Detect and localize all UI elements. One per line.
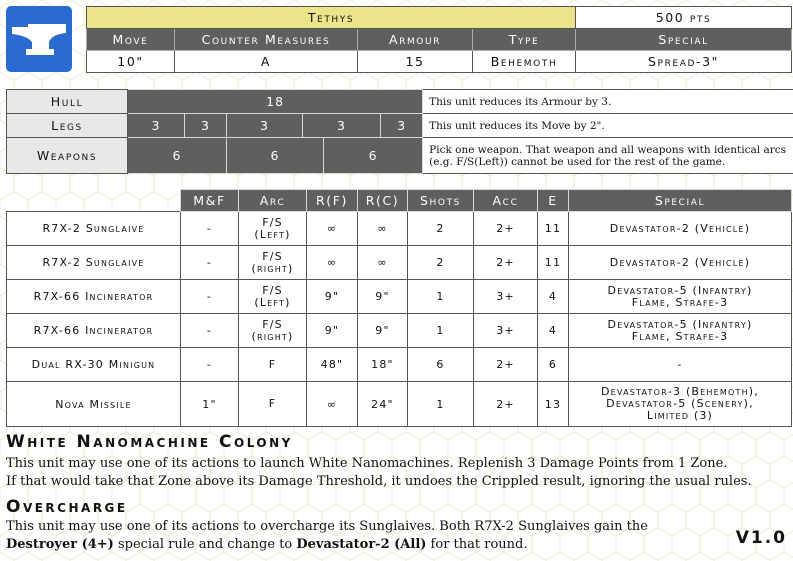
weapon-energy: 6 bbox=[538, 348, 569, 382]
weapon-arc bbox=[239, 280, 307, 314]
weapon-accuracy: 2+ bbox=[474, 348, 538, 382]
weapons-label: Weapons bbox=[7, 138, 128, 174]
column-header: Special bbox=[569, 190, 792, 212]
weapon-name: R7X-66 Incinerator bbox=[7, 280, 181, 314]
weapon-arc-main: F/S bbox=[262, 249, 283, 263]
stat-label-type: Type bbox=[473, 29, 576, 51]
header-spacer bbox=[7, 190, 181, 212]
weapon-row bbox=[7, 314, 792, 348]
hull-description: This unit reduces its Armour by 3. bbox=[423, 90, 793, 114]
rule-title: White Nanomachine Colony bbox=[6, 432, 293, 452]
weapon-arc bbox=[239, 246, 307, 280]
weapon-special-line: Devastator-5 (Scenery), bbox=[606, 397, 754, 410]
weapon-range-full: 9" bbox=[307, 280, 358, 314]
weapon-range-full: ∞ bbox=[307, 212, 358, 246]
weapon-arc-side: (Left) bbox=[254, 227, 291, 241]
weapon-special bbox=[569, 382, 792, 427]
weapon-accuracy: 3+ bbox=[474, 314, 538, 348]
weapon-accuracy: 2+ bbox=[474, 382, 538, 427]
weapon-arc-main: F bbox=[268, 397, 277, 410]
weapon-special bbox=[569, 314, 792, 348]
weapon-special bbox=[569, 212, 792, 246]
weapons-description: Pick one weapon. That weapon and all weapons with identical arcs (e.g. F/S(Left)) cannot be used for the rest of the game. bbox=[423, 138, 793, 174]
rule-keyword: Devastator-2 (All) bbox=[296, 537, 427, 552]
weapon-range-counter: ∞ bbox=[358, 212, 408, 246]
weapon-range-counter: 18" bbox=[358, 348, 408, 382]
legs-value: 3 bbox=[227, 114, 303, 138]
weapon-range-counter: 24" bbox=[358, 382, 408, 427]
weapon-special-line: Flame, Strafe-3 bbox=[631, 329, 729, 343]
weapon-arc-main: F bbox=[268, 357, 277, 371]
weapon-accuracy: 3+ bbox=[474, 280, 538, 314]
unit-points: 500 pts bbox=[576, 7, 792, 29]
weapon-arc bbox=[239, 348, 307, 382]
weapon-special-line: Flame, Strafe-3 bbox=[631, 295, 729, 309]
stat-special: Spread-3" bbox=[576, 51, 792, 73]
weapon-accuracy: 2+ bbox=[474, 246, 538, 280]
hull-value: 18 bbox=[128, 90, 423, 114]
legs-value: 3 bbox=[381, 114, 423, 138]
weapon-special-line: Limited (3) bbox=[646, 409, 714, 422]
weapon-range-full: ∞ bbox=[307, 382, 358, 427]
weapon-row bbox=[7, 212, 792, 246]
weapon-arc-side: (Left) bbox=[254, 295, 291, 309]
weapon-arc-side: (right) bbox=[251, 329, 294, 343]
weapon-arc bbox=[239, 212, 307, 246]
anvil-icon bbox=[6, 6, 72, 72]
weapon-range-counter: 9" bbox=[358, 314, 408, 348]
stat-label-counter-measures: Counter Measures bbox=[175, 29, 358, 51]
weapon-range-full: 9" bbox=[307, 314, 358, 348]
weapon-special-line: Devastator-5 (Infantry) bbox=[607, 283, 753, 297]
weapon-name: R7X-2 Sunglaive bbox=[7, 212, 181, 246]
unit-header-table bbox=[86, 6, 792, 73]
weapon-special-line: Devastator-5 (Infantry) bbox=[607, 317, 753, 331]
anvil-logo bbox=[6, 6, 72, 72]
weapon-arc bbox=[239, 382, 307, 427]
column-header: Arc bbox=[239, 190, 307, 212]
weapon-name: R7X-2 Sunglaive bbox=[7, 246, 181, 280]
weapon-special-line: Devastator-2 (Vehicle) bbox=[609, 255, 751, 269]
stat-type: Behemoth bbox=[473, 51, 576, 73]
weapon-shots: 1 bbox=[408, 280, 474, 314]
weapon-shots: 2 bbox=[408, 246, 474, 280]
weapon-shots: 6 bbox=[408, 348, 474, 382]
rule-text bbox=[6, 518, 706, 554]
weapon-row bbox=[7, 382, 792, 427]
weapon-mf: - bbox=[181, 212, 239, 246]
weapon-special-line: Devastator-2 (Vehicle) bbox=[609, 221, 751, 235]
column-header: R(C) bbox=[358, 190, 408, 212]
legs-label: Legs bbox=[7, 114, 128, 138]
column-header: M&F bbox=[181, 190, 239, 212]
legs-value: 3 bbox=[185, 114, 227, 138]
weapon-special bbox=[569, 280, 792, 314]
stat-label-armour: Armour bbox=[358, 29, 473, 51]
weapon-special-line: Devastator-3 (Behemoth), bbox=[600, 385, 759, 398]
legs-value: 3 bbox=[128, 114, 185, 138]
damage-zones-table bbox=[6, 89, 793, 174]
weapon-energy: 4 bbox=[538, 314, 569, 348]
rule-title: Overcharge bbox=[6, 497, 128, 517]
weapon-mf: - bbox=[181, 348, 239, 382]
weapon-energy: 11 bbox=[538, 246, 569, 280]
weapon-special bbox=[569, 246, 792, 280]
weapon-shots: 1 bbox=[408, 314, 474, 348]
unit-name: Tethys bbox=[87, 7, 576, 29]
weapon-arc-side: (right) bbox=[251, 261, 294, 275]
weapon-shots: 1 bbox=[408, 382, 474, 427]
weapon-row bbox=[7, 280, 792, 314]
weapons-value: 6 bbox=[227, 138, 324, 174]
weapons-value: 6 bbox=[324, 138, 423, 174]
weapon-arc-main: F/S bbox=[262, 283, 283, 297]
weapon-energy: 4 bbox=[538, 280, 569, 314]
weapon-energy: 11 bbox=[538, 212, 569, 246]
column-header: Acc bbox=[474, 190, 538, 212]
weapon-mf: - bbox=[181, 314, 239, 348]
weapon-range-full: ∞ bbox=[307, 246, 358, 280]
rule-text-line: If that would take that Zone above its Damage Threshold, it undoes the Crippled result, ignoring the usual rules. bbox=[6, 474, 752, 489]
hull-label: Hull bbox=[7, 90, 128, 114]
version-label: V1.0 bbox=[735, 528, 787, 548]
rule-text-line: This unit may use one of its actions to launch White Nanomachines. Replenish 3 Damage Points from 1 Zone. bbox=[6, 456, 728, 471]
weapon-range-counter: ∞ bbox=[358, 246, 408, 280]
legs-description: This unit reduces its Move by 2". bbox=[423, 114, 793, 138]
weapon-row bbox=[7, 246, 792, 280]
rule-keyword: Destroyer (4+) bbox=[6, 537, 114, 552]
rule-text-line bbox=[6, 536, 706, 554]
weapon-mf: - bbox=[181, 280, 239, 314]
rule-text-fragment: for that round. bbox=[426, 537, 528, 552]
weapon-shots: 2 bbox=[408, 212, 474, 246]
column-header: E bbox=[538, 190, 569, 212]
weapon-mf: 1" bbox=[181, 382, 239, 427]
weapon-name: Nova Missile bbox=[7, 382, 181, 427]
weapon-mf: - bbox=[181, 246, 239, 280]
stat-label-move: Move bbox=[87, 29, 175, 51]
weapon-special bbox=[569, 348, 792, 382]
weapon-name: R7X-66 Incinerator bbox=[7, 314, 181, 348]
rule-text-line: This unit may use one of its actions to overcharge its Sunglaives. Both R7X-2 Sunglaives gain the bbox=[6, 519, 648, 534]
stat-move: 10" bbox=[87, 51, 175, 73]
weapon-range-counter: 9" bbox=[358, 280, 408, 314]
weapon-profiles-table bbox=[6, 189, 792, 427]
weapon-energy: 13 bbox=[538, 382, 569, 427]
stat-counter-measures: A bbox=[175, 51, 358, 73]
weapon-row bbox=[7, 348, 792, 382]
weapon-accuracy: 2+ bbox=[474, 212, 538, 246]
column-header: Shots bbox=[408, 190, 474, 212]
weapon-range-full: 48" bbox=[307, 348, 358, 382]
weapon-name: Dual RX-30 Minigun bbox=[7, 348, 181, 382]
weapon-special-line: - bbox=[677, 357, 683, 371]
weapon-arc-main: F/S bbox=[262, 317, 283, 331]
stat-label-special: Special bbox=[576, 29, 792, 51]
rule-text-fragment: special rule and change to bbox=[113, 537, 297, 552]
weapons-value: 6 bbox=[128, 138, 227, 174]
weapon-arc-main: F/S bbox=[262, 215, 283, 229]
weapon-arc bbox=[239, 314, 307, 348]
rule-text bbox=[6, 455, 781, 491]
stat-armour: 15 bbox=[358, 51, 473, 73]
legs-value: 3 bbox=[303, 114, 381, 138]
column-header: R(F) bbox=[307, 190, 358, 212]
